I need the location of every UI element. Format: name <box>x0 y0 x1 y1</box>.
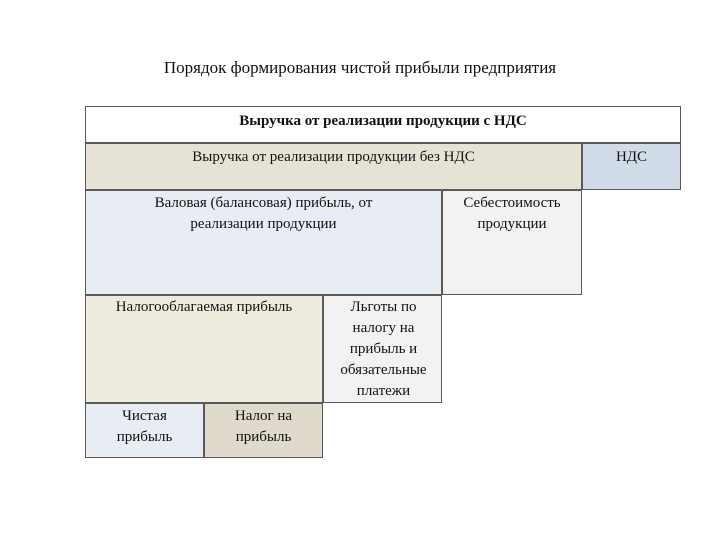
net-profit-label: Чистая прибыль <box>116 408 173 445</box>
revenue-with-vat-box: Выручка от реализации продукции с НДС <box>85 106 681 143</box>
net-profit-box <box>85 403 204 458</box>
cost-of-production-box <box>442 190 582 295</box>
revenue-without-vat-box: Выручка от реализации продукции без НДС <box>85 143 582 190</box>
vat-box: НДС <box>582 143 681 190</box>
cost-of-production-label: Себестоимость продукции <box>463 195 561 232</box>
profit-tax-box <box>204 403 323 458</box>
benefits-box <box>323 295 442 403</box>
taxable-profit-box: Налогооблагаемая прибыль <box>85 295 323 403</box>
gross-profit-label: Валовая (балансовая) прибыль, от реализации продукции <box>154 195 373 232</box>
benefits-label: Льготы по налогу на прибыль и обязательные платежи <box>340 299 427 399</box>
gross-profit-box <box>85 190 442 295</box>
diagram-title: Порядок формирования чистой прибыли предприятия <box>163 58 557 77</box>
profit-tax-label: Налог на прибыль <box>234 408 293 445</box>
